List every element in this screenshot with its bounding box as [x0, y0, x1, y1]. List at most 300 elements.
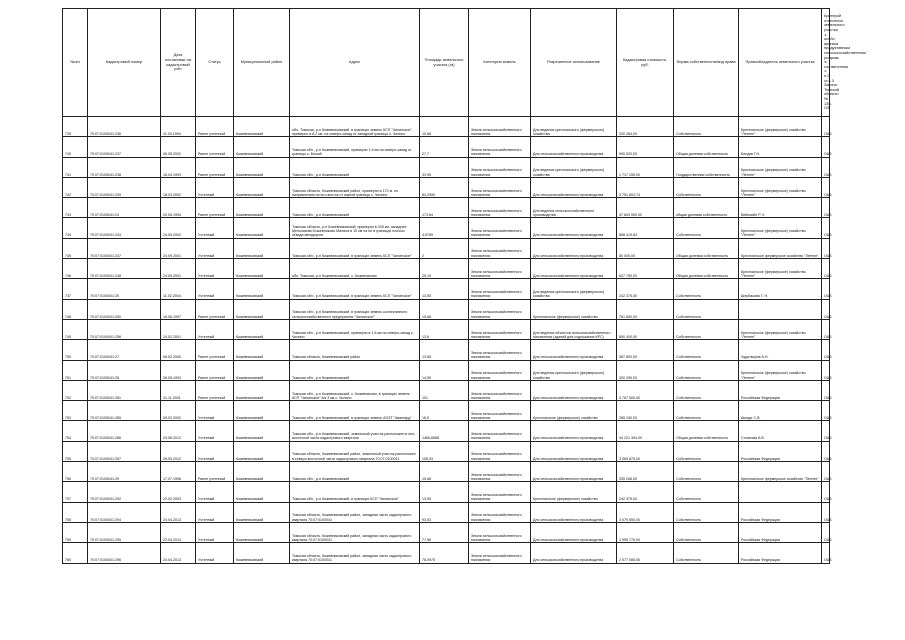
row-number-cell: 744 — [63, 218, 88, 238]
right-holder-cell: Российская Федерация — [739, 543, 822, 563]
status-cell: Учтенный — [196, 482, 234, 502]
ownership-form-cell: Собственность — [674, 522, 739, 542]
ownership-form-cell: Собственность — [674, 482, 739, 502]
table-row — [63, 218, 830, 238]
ownership-form-cell: Собственность — [674, 279, 739, 299]
land-category-cell: Земли сельскохозяйственного назначения — [469, 543, 531, 563]
land-category-cell: Земли сельскохозяйственного назначения — [469, 340, 531, 360]
row-number-cell: 750 — [63, 340, 88, 360]
value-criterion-cell: ОЦ3 — [822, 259, 830, 279]
row-number-cell: 743 — [63, 198, 88, 218]
cadastral-value-cell: 300 299,00 — [617, 360, 674, 380]
municipal-district-cell: Кожевниковский — [234, 117, 290, 137]
status-cell: Учтенный — [196, 259, 234, 279]
status-cell: Ранее учтенный — [196, 137, 234, 157]
column-header: Критерий отнесения земельного участка к особо ценным продуктивным сельскохозяйственным угодьям, в соответствии с п.2 ст.4.3 Закона Томской области № 135-ОЗ — [822, 9, 830, 117]
registration-date-cell: 22.04.2013 — [161, 522, 196, 542]
value-criterion-cell: ОЦ3 — [822, 462, 830, 482]
area-ha-cell: 33,95 — [420, 157, 469, 177]
address-cell: Томская область, Кожевниковский район, западная часть кадастрового квартала 70:07:0100041 — [290, 522, 420, 542]
area-ha-cell: 93,53 — [420, 502, 469, 522]
status-cell: Ранее учтенный — [196, 299, 234, 319]
registration-date-cell: 20.05.1994 — [161, 198, 196, 218]
ownership-form-cell: Общая долевая собственность — [674, 137, 739, 157]
right-holder-cell: Российская Федерация — [739, 522, 822, 542]
column-header: Площадь земельного участка (га) — [420, 9, 469, 117]
area-ha-cell: 1466,6688 — [420, 421, 469, 441]
ownership-form-cell: Собственность — [674, 543, 739, 563]
address-cell: Томская обл., р-н Кожевниковский, с. Кожевниково, в границах земель КСП "Чилинское" в/к 3 км с. Чилино — [290, 380, 420, 400]
cadastral-value-cell: 387 800,00 — [617, 340, 674, 360]
cadastral-number-cell: 70:07:0100041:292 — [88, 482, 161, 502]
permitted-use-cell: Для сельскохозяйственного производства — [531, 218, 617, 238]
table-row — [63, 421, 830, 441]
land-category-cell: Земли сельскохозяйственного назначения — [469, 198, 531, 218]
ownership-form-cell: Собственность — [674, 299, 739, 319]
status-cell: Ранее учтенный — [196, 157, 234, 177]
status-cell: Учтенный — [196, 502, 234, 522]
cadastral-value-cell: 3 069 875,00 — [617, 441, 674, 461]
row-number-cell: 747 — [63, 279, 88, 299]
status-cell: Учтенный — [196, 238, 234, 258]
permitted-use-cell: Для сельскохозяйственного производства — [531, 380, 617, 400]
cadastral-value-cell: 868 419,84 — [617, 218, 674, 238]
municipal-district-cell: Кожевниковский — [234, 360, 290, 380]
header-row — [63, 9, 830, 117]
land-category-cell: Земли сельскохозяйственного назначения — [469, 401, 531, 421]
permitted-use-cell: Для сельскохозяйственного производства — [531, 259, 617, 279]
address-cell: Томская обл., р-н Кожевниковский, примерно 1,9 км на северо-запад от границы с. Белый — [290, 137, 420, 157]
cadastral-value-cell: 3 751 804,74 — [617, 177, 674, 197]
status-cell: Ранее учтенный — [196, 117, 234, 137]
cadastral-value-cell: 761 600,00 — [617, 299, 674, 319]
address-cell: Томская обл., р-н Кожевниковский, в границах КСП "Чилинское" — [290, 482, 420, 502]
value-criterion-cell: ОЦ3 — [822, 421, 830, 441]
permitted-use-cell: Для сельскохозяйственного производства — [531, 421, 617, 441]
municipal-district-cell: Кожевниковский — [234, 218, 290, 238]
column-header: Адрес — [290, 9, 420, 117]
row-number-cell: 751 — [63, 360, 88, 380]
land-category-cell: Земли сельскохозяйственного назначения — [469, 360, 531, 380]
right-holder-cell: Крестьянское фермерское хозяйство "Летнее" — [739, 238, 822, 258]
land-category-cell: Земли сельскохозяйственного назначения — [469, 218, 531, 238]
status-cell: Учтенный — [196, 522, 234, 542]
registration-date-cell: 31.11.2001 — [161, 380, 196, 400]
cadastral-value-cell: 44 221 394,00 — [617, 421, 674, 441]
registration-date-cell: 24.04.2013 — [161, 502, 196, 522]
ownership-form-cell: общая долевая собственность — [674, 198, 739, 218]
value-criterion-cell: ОЦ3 — [822, 198, 830, 218]
right-holder-cell: Российская Федерация — [739, 441, 822, 461]
status-cell: Ранее учтенный — [196, 340, 234, 360]
land-category-cell: Земли сельскохозяйственного назначения — [469, 319, 531, 339]
address-cell: Томская обл., р-н Кожевниковский — [290, 462, 420, 482]
area-ha-cell: 84,2950 — [420, 177, 469, 197]
area-ha-cell: 14,59 — [420, 360, 469, 380]
municipal-district-cell: Кожевниковский — [234, 441, 290, 461]
cadastral-number-cell: 70:07:0100041:287 — [88, 441, 161, 461]
land-category-cell: Земли сельскохозяйственного назначения — [469, 482, 531, 502]
ownership-form-cell: Собственность — [674, 360, 739, 380]
cadastral-value-cell: 285 150,00 — [617, 401, 674, 421]
row-number-cell: 752 — [63, 380, 88, 400]
registration-date-cell: 11.02.2004 — [161, 279, 196, 299]
right-holder-cell — [739, 299, 822, 319]
status-cell: Учтенный — [196, 177, 234, 197]
cadastral-value-cell: 1 717 155,00 — [617, 157, 674, 177]
registration-date-cell: 26.05.2012 — [161, 441, 196, 461]
permitted-use-cell: Для сельскохозяйственного производства — [531, 238, 617, 258]
municipal-district-cell: Кожевниковский — [234, 177, 290, 197]
ownership-form-cell: Общая долевая собственность — [674, 421, 739, 441]
address-cell: обл. Томская, р-н Кожевниковский, с. Кожевниково — [290, 259, 420, 279]
municipal-district-cell: Кожевниковский — [234, 502, 290, 522]
municipal-district-cell: Кожевниковский — [234, 279, 290, 299]
permitted-use-cell: Крестьянское (фермерское) хозяйство — [531, 299, 617, 319]
address-cell: Томская обл., р-н Кожевниковский, в границах земель КСП "Чилинское" — [290, 238, 420, 258]
municipal-district-cell: Кожевниковский — [234, 238, 290, 258]
value-criterion-cell: ОЦ3 — [822, 137, 830, 157]
cadastral-number-cell: 70:07:0100041:294 — [88, 502, 161, 522]
permitted-use-cell: Для сельскохозяйственного производства — [531, 543, 617, 563]
column-header: Кадастровая стоимость, руб. — [617, 9, 674, 117]
permitted-use-cell: Для ведения объектов сельскохозяйственного назначения (зданий для содержания КРС) — [531, 319, 617, 339]
cadastral-number-cell: 70:07:0100041:250 — [88, 299, 161, 319]
table-row — [63, 259, 830, 279]
cadastral-number-cell: 70:07:0100041:256 — [88, 319, 161, 339]
table-body — [63, 117, 830, 564]
ownership-form-cell: Собственность — [674, 319, 739, 339]
address-cell: Томская обл., р-н Кожевниковский — [290, 360, 420, 380]
right-holder-cell: Крестьянское (фермерское) хозяйство "Летнее" — [739, 259, 822, 279]
value-criterion-cell: ОЦ3 — [822, 482, 830, 502]
permitted-use-cell: Для ведения крестьянского (фермерского) хозяйства — [531, 360, 617, 380]
value-criterion-cell: ОЦ3 — [822, 340, 830, 360]
cadastral-number-cell: 70:07:0100041:248 — [88, 259, 161, 279]
land-category-cell: Земли сельскохозяйственного назначения — [469, 137, 531, 157]
ownership-form-cell: Собственность — [674, 401, 739, 421]
right-holder-cell: Крестьянское (фермерское) хозяйство "Летнее" — [739, 157, 822, 177]
table-row — [63, 380, 830, 400]
area-ha-cell: 173,84 — [420, 198, 469, 218]
table-row — [63, 543, 830, 563]
table-row — [63, 177, 830, 197]
ownership-form-cell: Собственность — [674, 117, 739, 137]
cadastral-value-cell: 3 767 500,00 — [617, 380, 674, 400]
right-holder-cell — [739, 482, 822, 502]
right-holder-cell: Чудотворов А.Н. — [739, 340, 822, 360]
cadastral-value-cell: 335 268,00 — [617, 462, 674, 482]
row-number-cell: 757 — [63, 482, 88, 502]
column-header: Категория земель — [469, 9, 531, 117]
value-criterion-cell: ОЦ3 — [822, 543, 830, 563]
address-cell: Томская область, Кожевниковский район, примерно в 170 м. по направлению на юго-восток от южной границы с. Чилино — [290, 177, 420, 197]
cadastral-number-cell: 70:07:0100041:24 — [88, 198, 161, 218]
municipal-district-cell: Кожевниковский — [234, 462, 290, 482]
cadastral-number-cell: 70:07:0100041:295 — [88, 522, 161, 542]
cadastral-value-cell: 1 995 776,00 — [617, 522, 674, 542]
column-header: Муниципальный район — [234, 9, 290, 117]
address-cell: Томская обл., р-н Кожевниковский, в границах земель АОЗТ "Авангард" — [290, 401, 420, 421]
registration-date-cell: 06.05.1993 — [161, 360, 196, 380]
row-number-cell: 756 — [63, 462, 88, 482]
row-number-cell: 739 — [63, 117, 88, 137]
status-cell: Ранее учтенный — [196, 380, 234, 400]
value-criterion-cell: ОЦ3 — [822, 157, 830, 177]
cadastral-number-cell: 70:07:0100041:25 — [88, 279, 161, 299]
land-category-cell: Земли сельскохозяйственного назначения — [469, 177, 531, 197]
cadastral-value-cell: 2 577 085,50 — [617, 543, 674, 563]
column-header: Правообладатель земельного участка — [739, 9, 822, 117]
area-ha-cell: 13,55 — [420, 482, 469, 502]
table-row — [63, 462, 830, 482]
registration-date-cell: 16.06.1997 — [161, 299, 196, 319]
cadastral-number-cell: 70:07:0100041:281 — [88, 380, 161, 400]
right-holder-cell: Крестьянское (фермерское) хозяйство "Летнее" — [739, 360, 822, 380]
area-ha-cell: 15,68 — [420, 299, 469, 319]
table-row — [63, 299, 830, 319]
municipal-district-cell: Кожевниковский — [234, 482, 290, 502]
row-number-cell: 740 — [63, 137, 88, 157]
right-holder-cell: Вейсмайт Р. Х. — [739, 198, 822, 218]
right-holder-cell: Шмидт С.В. — [739, 401, 822, 421]
column-header: №п/п — [63, 9, 88, 117]
area-ha-cell: 4,5789 — [420, 218, 469, 238]
status-cell: Ранее учтенный — [196, 462, 234, 482]
municipal-district-cell: Кожевниковский — [234, 319, 290, 339]
right-holder-cell: Бендик Г.Н. — [739, 137, 822, 157]
ownership-form-cell: Собственность — [674, 380, 739, 400]
row-number-cell: 741 — [63, 157, 88, 177]
value-criterion-cell: ОЦ3 — [822, 502, 830, 522]
land-category-cell: Земли сельскохозяйственного назначения — [469, 421, 531, 441]
area-ha-cell: 101 — [420, 380, 469, 400]
cadastral-value-cell: 242 375,00 — [617, 482, 674, 502]
municipal-district-cell: Кожевниковский — [234, 299, 290, 319]
right-holder-cell: Стоянова А.В. — [739, 421, 822, 441]
municipal-district-cell: Кожевниковский — [234, 401, 290, 421]
status-cell: Учтенный — [196, 319, 234, 339]
status-cell: Учтенный — [196, 218, 234, 238]
table-row — [63, 117, 830, 137]
right-holder-cell: Крестьянское (фермерское) хозяйство "Летнее" — [739, 177, 822, 197]
table-row — [63, 340, 830, 360]
registration-date-cell: 24.04.2013 — [161, 543, 196, 563]
area-ha-cell: 78,0975 — [420, 543, 469, 563]
value-criterion-cell: ОЦ3 — [822, 319, 830, 339]
cadastral-value-cell: 627 750,00 — [617, 259, 674, 279]
land-category-cell: Земли сельскохозяйственного назначения — [469, 259, 531, 279]
area-ha-cell: 10,68 — [420, 117, 469, 137]
address-cell: Томская область, Кожевниковский район, земельный участок расположен в северо-восточной части кадастрового квартала 70:07:0100041 — [290, 441, 420, 461]
land-category-cell: Земли сельскохозяйственного назначения — [469, 279, 531, 299]
permitted-use-cell: Для сельскохозяйственного производства — [531, 340, 617, 360]
right-holder-cell: Шербакова Т. Н. — [739, 279, 822, 299]
registration-date-cell: 09.02.2002 — [161, 401, 196, 421]
municipal-district-cell: Кожевниковский — [234, 137, 290, 157]
municipal-district-cell: Кожевниковский — [234, 198, 290, 218]
municipal-district-cell: Кожевниковский — [234, 543, 290, 563]
value-criterion-cell: ОЦ3 — [822, 441, 830, 461]
registration-date-cell: 17.07.1996 — [161, 462, 196, 482]
area-ha-cell: 13,85 — [420, 340, 469, 360]
value-criterion-cell: ОЦ3 — [822, 279, 830, 299]
land-category-cell: Земли сельскохозяйственного назначения — [469, 441, 531, 461]
municipal-district-cell: Кожевниковский — [234, 340, 290, 360]
table-row — [63, 198, 830, 218]
registration-date-cell: 06.02.2000 — [161, 340, 196, 360]
address-cell: Томская обл., р-н Кожевниковский, примерно в 1,8 км на северо-запад с. Чилино — [290, 319, 420, 339]
area-ha-cell: 25,19 — [420, 259, 469, 279]
registration-date-cell: 24.02.2001 — [161, 319, 196, 339]
ownership-form-cell: Общая долевая собственность — [674, 238, 739, 258]
registration-date-cell: 05.05.2002 — [161, 137, 196, 157]
value-criterion-cell: ОЦ3 — [822, 299, 830, 319]
permitted-use-cell: Для сельскохозяйственного производства — [531, 177, 617, 197]
registration-date-cell: 11.03.1994 — [161, 117, 196, 137]
cadastral-number-cell: 70:07:0100041:239 — [88, 177, 161, 197]
address-cell: Томская обл., р-н Кожевниковский — [290, 198, 420, 218]
cadastral-number-cell: 70:07:0100041:236 — [88, 117, 161, 137]
registration-date-cell: 24.05.2002 — [161, 218, 196, 238]
permitted-use-cell: Для сельскохозяйственного производства — [531, 137, 617, 157]
right-holder-cell: Крестьянское (фермерское) хозяйство "Летнее" — [739, 319, 822, 339]
value-criterion-cell: ОЦ3 — [822, 238, 830, 258]
table-row — [63, 360, 830, 380]
area-ha-cell: 16,5 — [420, 401, 469, 421]
status-cell: Учтенный — [196, 441, 234, 461]
address-cell: Томская обл., р-н Кожевниковский, земельный участок расположен в юго-восточной части кадастрового квартала — [290, 421, 420, 441]
right-holder-cell: Российская Федерация — [739, 380, 822, 400]
row-number-cell: 742 — [63, 177, 88, 197]
permitted-use-cell: Для ведения крестьянского (фермерского) хозяйства — [531, 117, 617, 137]
area-ha-cell: 106,53 — [420, 441, 469, 461]
municipal-district-cell: Кожевниковский — [234, 380, 290, 400]
cadastral-number-cell: 70:07:0100041:285 — [88, 401, 161, 421]
land-category-cell: Земли сельскохозяйственного назначения — [469, 522, 531, 542]
permitted-use-cell: Для ведения сельскохозяйственного производства — [531, 198, 617, 218]
row-number-cell: 748 — [63, 299, 88, 319]
value-criterion-cell: ОЦ3 — [822, 117, 830, 137]
right-holder-cell: Крестьянское (фермерское) хозяйство "Летнее" — [739, 117, 822, 137]
cadastral-value-cell: 50 000,00 — [617, 238, 674, 258]
table-row — [63, 522, 830, 542]
permitted-use-cell: Крестьянское (фермерское) хозяйство — [531, 401, 617, 421]
right-holder-cell: Крестьянское (фермерское) хозяйство "Летнее" — [739, 218, 822, 238]
ownership-form-cell: Собственность — [674, 340, 739, 360]
ownership-form-cell: Собственность — [674, 177, 739, 197]
table-row — [63, 279, 830, 299]
address-cell: обл. Томская, р-н Кожевниковский, в границах земель КСП "Чилинское", примерно в 8,2 км. на северо-запад от западной границы с. Чилино — [290, 117, 420, 137]
address-cell: Томская обл., р-н Кожевниковский, в границах земель КСП "Чилинское" — [290, 279, 420, 299]
cadastral-number-cell: 70:07:0100041:237 — [88, 137, 161, 157]
column-header: Кадастровый номер — [88, 9, 161, 117]
status-cell: Ранее учтенный — [196, 360, 234, 380]
table-row — [63, 441, 830, 461]
right-holder-cell: Крестьянское фермерское хозяйство "Летнее" — [739, 462, 822, 482]
row-number-cell: 753 — [63, 401, 88, 421]
table-row — [63, 502, 830, 522]
status-cell: Учтенный — [196, 543, 234, 563]
value-criterion-cell: ОЦ3 — [822, 177, 830, 197]
cadastral-number-cell: 70:07:0100041:247 — [88, 238, 161, 258]
column-header: Разрешенное использование — [531, 9, 617, 117]
status-cell: Учтенный — [196, 421, 234, 441]
address-cell: Томская область, Кожевниковский район, западная часть кадастрового квартала 70:07:0100041 — [290, 502, 420, 522]
table-row — [63, 137, 830, 157]
cadastral-number-cell: 70:07:0100041:29 — [88, 462, 161, 482]
value-criterion-cell: ОЦ3 — [822, 218, 830, 238]
status-cell: Учтенный — [196, 279, 234, 299]
land-category-cell: Земли сельскохозяйственного назначения — [469, 462, 531, 482]
cadastral-value-cell: 330 264,00 — [617, 117, 674, 137]
municipal-district-cell: Кожевниковский — [234, 421, 290, 441]
address-cell: Томская область, Кожевниковский район — [290, 340, 420, 360]
row-number-cell: 760 — [63, 543, 88, 563]
registration-date-cell: 24.06.2012 — [161, 421, 196, 441]
permitted-use-cell: Для сельскохозяйственного производства — [531, 522, 617, 542]
registration-date-cell: 24.09.2001 — [161, 259, 196, 279]
land-category-cell: Земли сельскохозяйственного назначения — [469, 117, 531, 137]
municipal-district-cell: Кожевниковский — [234, 259, 290, 279]
permitted-use-cell: Крестьянское (фермерское) хозяйство — [531, 482, 617, 502]
registration-date-cell: 18.03.2002 — [161, 177, 196, 197]
right-holder-cell: Российская Федерация — [739, 502, 822, 522]
table-row — [63, 319, 830, 339]
row-number-cell: 745 — [63, 238, 88, 258]
area-ha-cell: 77,96 — [420, 522, 469, 542]
column-header: Статус — [196, 9, 234, 117]
registration-date-cell: 24.09.2001 — [161, 238, 196, 258]
permitted-use-cell: Для ведения крестьянского (фермерского) хозяйства — [531, 279, 617, 299]
row-number-cell: 754 — [63, 421, 88, 441]
row-number-cell: 759 — [63, 522, 88, 542]
status-cell: Учтенный — [196, 401, 234, 421]
ownership-form-cell: Собственность — [674, 462, 739, 482]
address-cell: Томская область, Кожевниковский район, западная часть кадастрового квартала 70:07:0100041 — [290, 543, 420, 563]
ownership-form-cell: Государственная собственность — [674, 157, 739, 177]
address-cell: Томская обл., р-н Кожевниковский — [290, 157, 420, 177]
registration-date-cell: 22.02.2003 — [161, 482, 196, 502]
cadastral-value-cell: 47 843 900,00 — [617, 198, 674, 218]
land-category-cell: Земли сельскохозяйственного назначения — [469, 380, 531, 400]
cadastral-value-cell: 3 079 850,00 — [617, 502, 674, 522]
land-registry-table — [62, 8, 866, 564]
cadastral-value-cell: 990 520,00 — [617, 137, 674, 157]
column-header: Дата постановки на кадастровый учёт — [161, 9, 196, 117]
address-cell: Томская область, р-н Кожевниковский, примерно в 335 км. западнее Мельниково Кожевниково Милина в 10 км на юг в границах полосы отвода автодороги — [290, 218, 420, 238]
table-row — [63, 238, 830, 258]
row-number-cell: 746 — [63, 259, 88, 279]
column-header: Форма собственности/вид права — [674, 9, 739, 117]
land-category-cell: Земли сельскохозяйственного назначения — [469, 238, 531, 258]
value-criterion-cell: ОЦ3 — [822, 401, 830, 421]
table-row — [63, 401, 830, 421]
address-cell: Томская обл., р-н Кожевниковский, в границах земель коллективного сельскохозяйственного предприятия "Чилинское" — [290, 299, 420, 319]
table-row — [63, 157, 830, 177]
ownership-form-cell: Собственность — [674, 441, 739, 461]
cadastral-number-cell: 70:07:0100041:296 — [88, 543, 161, 563]
land-category-cell: Земли сельскохозяйственного назначения — [469, 157, 531, 177]
permitted-use-cell: Для сельскохозяйственного производства — [531, 502, 617, 522]
cadastral-number-cell: 70:07:0100041:238 — [88, 157, 161, 177]
cadastral-number-cell: 70:07:0100041:28 — [88, 360, 161, 380]
ownership-form-cell: Собственность — [674, 502, 739, 522]
registration-date-cell: 16.04.1993 — [161, 157, 196, 177]
value-criterion-cell: ОЦ3 — [822, 380, 830, 400]
area-ha-cell: 27,7 — [420, 137, 469, 157]
cadastral-value-cell: 890 400,00 — [617, 319, 674, 339]
